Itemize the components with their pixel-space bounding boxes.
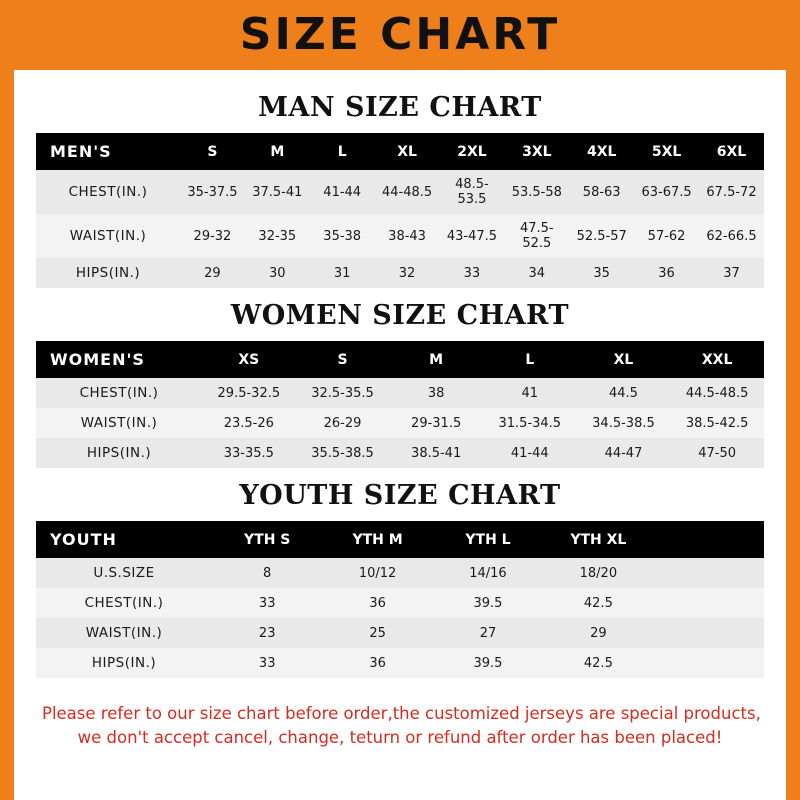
cell: 29 [590,625,607,641]
column-header-s: S [337,351,348,368]
cell: 35-37.5 [187,184,238,200]
cell: 14/16 [469,565,507,581]
column-header-2xl: 2XL [457,143,487,160]
table-header-row [36,341,764,378]
row-header-hips: HIPS(IN.) [91,655,157,671]
cell: 53.5-58 [511,184,562,200]
cell: 33 [258,655,276,671]
table-row [36,258,764,288]
section-title-men: MAN SIZE CHART [258,92,542,123]
cell: 44-48.5 [381,184,433,200]
footer-note-line-2: we don't accept cancel, change, teturn or refund after order has been placed! [77,727,723,747]
cell: 39.5 [473,655,503,671]
row-header-hips: HIPS(IN.) [75,265,141,281]
row-header-waist: WAIST(IN.) [69,228,147,244]
cell: 34 [528,265,546,281]
cell: 18/20 [579,565,618,581]
column-header-mens: MEN'S [50,142,112,161]
table-row [36,408,764,438]
cell: 47.5-52.5 [519,221,554,251]
cell: 62-66.5 [706,228,757,244]
youth-size-table [36,521,764,678]
cell: 44-47 [604,445,643,461]
column-header-xl: XL [613,351,634,368]
column-header-xl: XL [397,143,417,160]
cell: 23 [258,625,276,641]
column-header-youth: YOUTH [50,530,117,549]
table-header-row [36,521,764,558]
column-header-s: S [207,143,218,160]
cell: 29.5-32.5 [217,385,281,401]
column-header-4xl: 4XL [586,143,617,160]
cell: 29-31.5 [411,415,462,431]
cell: 35 [593,265,610,281]
column-header-yth-xl: YTH XL [570,531,627,548]
cell [654,588,764,618]
cell: 35.5-38.5 [311,445,374,461]
cell: 32 [398,265,416,281]
column-header-l: L [337,143,347,160]
cell: 47-50 [698,445,737,461]
column-header-yth-m: YTH M [352,531,403,548]
cell: 23.5-26 [223,415,274,431]
cell: 33 [463,265,481,281]
cell: 29 [204,265,221,281]
cell: 35-38 [323,228,362,244]
column-header-yth-l: YTH L [465,531,511,548]
footer-note-line-1: Please refer to our size chart before order,the customized jerseys are special products, [42,704,761,723]
cell: 67.5-72 [706,184,757,200]
column-header-m: M [270,143,285,160]
table-row [36,648,764,678]
cell: 38-43 [388,228,426,244]
column-header-xs: XS [238,351,260,368]
cell: 38.5-42.5 [685,415,749,431]
row-header-hips: HIPS(IN.) [86,445,152,461]
cell: 31.5-34.5 [498,415,562,431]
cell: 33-35.5 [223,445,274,461]
cell [654,558,764,588]
cell: 57-62 [647,228,686,244]
section-title-youth: YOUTH SIZE CHART [239,480,561,511]
content [14,70,786,750]
cell: 26-29 [323,415,362,431]
cell: 36 [658,265,675,281]
cell: 42.5 [583,655,613,671]
row-header-waist: WAIST(IN.) [80,415,158,431]
row-header-waist: WAIST(IN.) [85,625,163,641]
cell: 58-63 [582,184,621,200]
row-header-chest: CHEST(IN.) [84,595,164,611]
table-row [36,378,764,408]
cell: 32.5-35.5 [311,385,374,401]
cell [654,648,764,678]
column-header-xxl: XXL [701,351,733,368]
cell: 44.5-48.5 [685,385,749,401]
cell: 38.5-41 [411,445,462,461]
men-size-table [36,133,764,288]
cell: 27 [479,625,497,641]
page-title: SIZE CHART [239,9,561,60]
section-title-women: WOMEN SIZE CHART [230,300,570,331]
cell: 8 [263,565,272,581]
cell: 38 [427,385,445,401]
table-row [36,558,764,588]
cell: 52.5-57 [576,228,627,244]
cell: 36 [369,655,386,671]
column-header-6xl: 6XL [716,143,747,160]
table-row [36,618,764,648]
column-header-m: M [429,351,444,368]
table-row [36,170,764,214]
women-size-table [36,341,764,468]
cell: 25 [369,625,386,641]
cell: 48.5-53.5 [455,177,489,207]
table-row [36,214,764,258]
cell: 63-67.5 [641,184,692,200]
cell [654,618,764,648]
cell: 29-32 [193,228,232,244]
column-header-5xl: 5XL [651,143,682,160]
cell: 34.5-38.5 [592,415,655,431]
table-header-row [36,133,764,170]
column-header-womens: WOMEN'S [50,350,145,369]
column-header-3xl: 3XL [522,143,552,160]
cell: 42.5 [583,595,613,611]
table-row [36,438,764,468]
cell: 31 [333,265,351,281]
cell: 39.5 [473,595,503,611]
row-header-chest: CHEST(IN.) [68,184,148,200]
cell: 30 [269,265,286,281]
cell: 37.5-41 [252,184,303,200]
cell: 36 [369,595,386,611]
column-header-l: L [525,351,535,368]
row-header-chest: CHEST(IN.) [79,385,159,401]
cell: 41-44 [323,184,362,200]
row-header-us-size: U.S.SIZE [93,565,155,581]
cell: 43-47.5 [446,228,498,244]
cell: 44.5 [608,385,638,401]
column-header-yth-s: YTH S [244,531,291,548]
banner [0,0,800,70]
cell: 41-44 [510,445,549,461]
cell: 37 [723,265,740,281]
cell: 33 [258,595,276,611]
column-header-empty [654,521,764,558]
cell: 10/12 [358,565,397,581]
footer-note [36,692,764,750]
cell: 32-35 [258,228,297,244]
table-row [36,588,764,618]
cell: 41 [521,385,539,401]
